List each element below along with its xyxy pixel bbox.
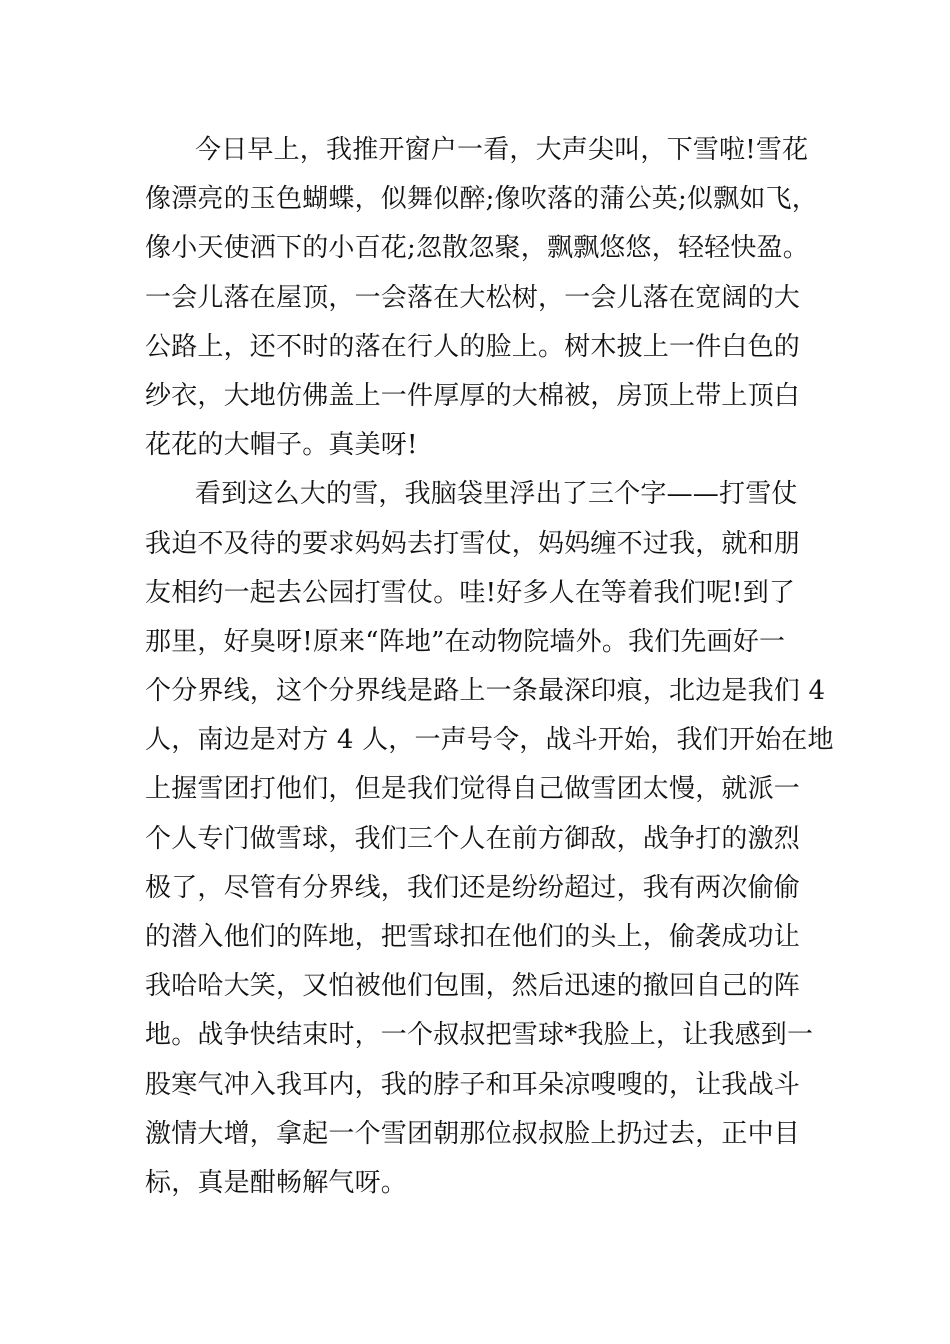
text-line: 地。战争快结束时，一个叔叔把雪球*我脸上，让我感到一 <box>145 1020 814 1051</box>
text-line: 人，南边是对方 4 人，一声号令，战斗开始，我们开始在地 <box>145 725 834 756</box>
text-line: 我迫不及待的要求妈妈去打雪仗，妈妈缠不过我，就和朋 <box>145 528 801 559</box>
article-body <box>145 126 834 1208</box>
text-line: 上握雪团打他们，但是我们觉得自己做雪团太慢，就派一 <box>145 774 801 805</box>
paragraph-2 <box>145 470 834 1208</box>
text-line: 个人专门做雪球，我们三个人在前方御敌，战争打的激烈 <box>145 823 801 854</box>
text-line: 我哈哈大笑，又怕被他们包围，然后迅速的撤回自己的阵 <box>145 971 801 1002</box>
text-line: 友相约一起去公园打雪仗。哇!好多人在等着我们呢!到了 <box>145 577 796 608</box>
text-line: 纱衣，大地仿佛盖上一件厚厚的大棉被，房顶上带上顶白 <box>145 380 801 411</box>
text-line: 极了，尽管有分界线，我们还是纷纷超过，我有两次偷偷 <box>145 872 801 903</box>
text-line: 花花的大帽子。真美呀! <box>145 430 418 461</box>
text-line: 个分界线，这个分界线是路上一条最深印痕，北边是我们 4 <box>145 676 826 707</box>
text-line: 一会儿落在屋顶，一会落在大松树，一会儿落在宽阔的大 <box>145 282 801 313</box>
text-line: 股寒气冲入我耳内，我的脖子和耳朵凉嗖嗖的，让我战斗 <box>145 1069 801 1100</box>
paragraph-1 <box>145 126 818 470</box>
text-line: 像漂亮的玉色蝴蝶，似舞似醉;像吹落的蒲公英;似飘如飞， <box>145 184 818 215</box>
text-line: 激情大增，拿起一个雪团朝那位叔叔脸上扔过去，正中目 <box>145 1118 801 1149</box>
text-line: 那里，好臭呀!原来“阵地”在动物院墙外。我们先画好一 <box>145 626 786 657</box>
text-line: 公路上，还不时的落在行人的脸上。树木披上一件白色的 <box>145 331 801 362</box>
text-line: 像小天使洒下的小百花;忽散忽聚，飘飘悠悠，轻轻快盈。 <box>145 233 809 264</box>
text-line: 的潜入他们的阵地，把雪球扣在他们的头上，偷袭成功让 <box>145 922 801 952</box>
text-line: 看到这么大的雪，我脑袋里浮出了三个字——打雪仗 <box>195 479 798 510</box>
text-line: 标，真是酣畅解气呀。 <box>145 1167 408 1198</box>
text-line: 今日早上，我推开窗户一看，大声尖叫，下雪啦!雪花 <box>195 135 809 165</box>
